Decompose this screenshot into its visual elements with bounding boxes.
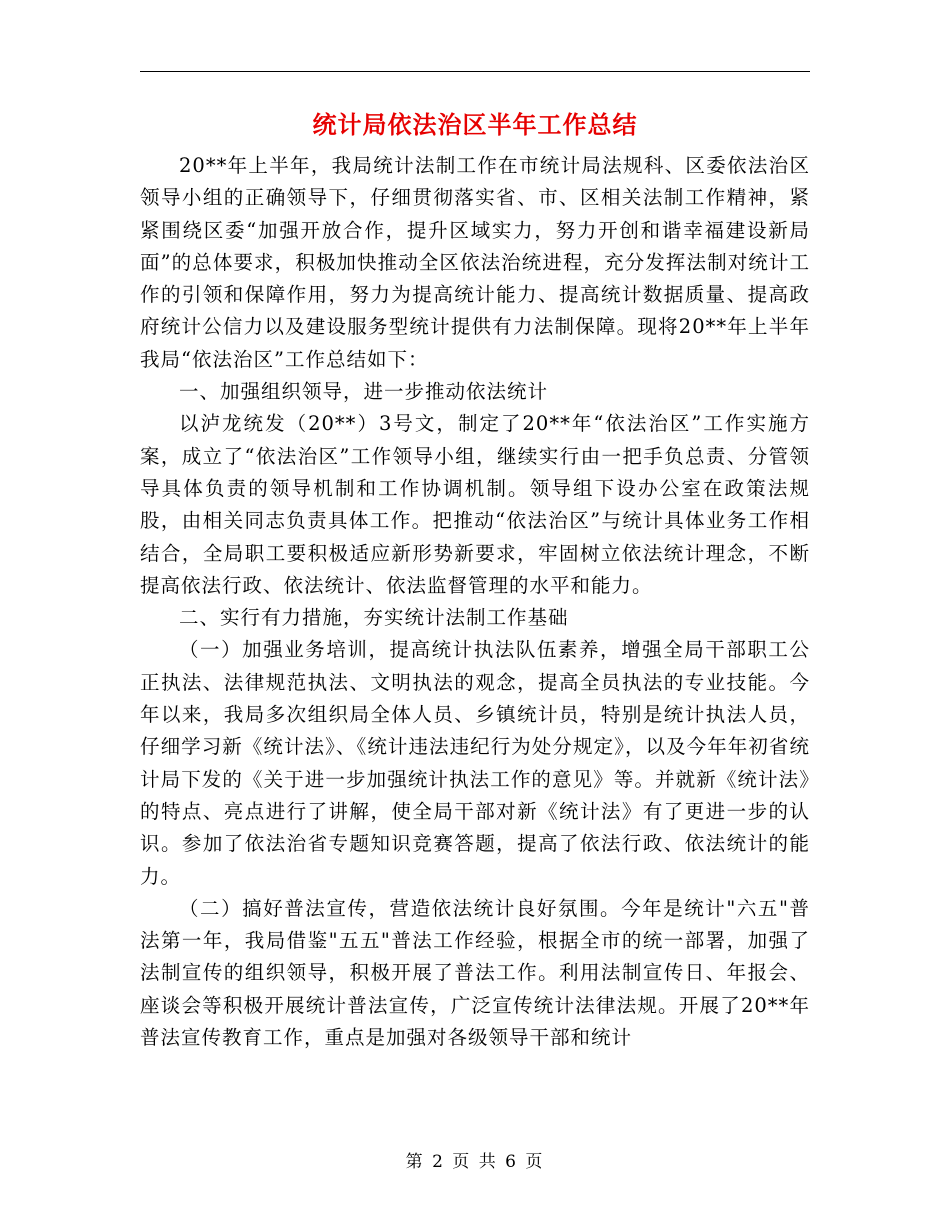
- section-heading-1: 一、加强组织领导，进一步推动依法统计: [179, 380, 549, 404]
- paragraph-intro: 20**年上半年，我局统计法制工作在市统计局法规科、区委依法治区领导小组的正确领导下，仔细贯彻落实省、市、区相关法制工作精神，紧紧围绕区委“加强开放合作，提升区域实力，努力开创和谐幸福建设新局面”的总体要求，积极加快推动全区依法治统进程，充分发挥法制对统计工作的引领和保障作用，努力为提高统计能力、提高统计数据质量、提高政府统计公信力以及建设服务型统计提供有力法制保障。现将20**年上半年我局“依法治区”工作总结如下：: [140, 154, 810, 371]
- document-title: 统计局依法治区半年工作总结: [312, 111, 638, 139]
- paragraph-subsection-2: （二）搞好普法宣传，营造依法统计良好氛围。今年是统计"六五"普法第一年，我局借鉴"五五"普法工作经验，根据全市的统一部署，加强了法制宣传的组织领导，积极开展了普法工作。利用法制宣传日、年报会、座谈会等积极开展统计普法宣传，广泛宣传统计法律法规。开展了20**年普法宣传教育工作，重点是加强对各级领导干部和统计: [140, 896, 810, 1050]
- paragraph-section-1: 以泸龙统发（20**）3号文，制定了20**年“依法治区”工作实施方案，成立了“依法治区”工作领导小组，继续实行由一把手负总责、分管领导具体负责的领导机制和工作协调机制。领导组下设办公室在政策法规股，由相关同志负责具体工作。把推动“依法治区”与统计具体业务工作相结合，全局职工要积极适应新形势新要求，牢固树立依法统计理念，不断提高依法行政、依法统计、依法监督管理的水平和能力。: [140, 412, 810, 597]
- section-heading-2: 二、实行有力措施，夯实统计法制工作基础: [179, 606, 569, 630]
- paragraph-subsection-1: （一）加强业务培训，提高统计执法队伍素养，增强全局干部职工公正执法、法律规范执法、文明执法的观念，提高全员执法的专业技能。今年以来，我局多次组织局全体人员、乡镇统计员，特别是统计执法人员，仔细学习新《统计法》、《统计违法违纪行为处分规定》，以及今年年初省统计局下发的《关于进一步加强统计执法工作的意见》等。并就新《统计法》的特点、亮点进行了讲解，使全局干部对新《统计法》有了更进一步的认识。参加了依法治省专题知识竞赛答题，提高了依法行政、依法统计的能力。: [140, 638, 810, 888]
- document-body: [140, 150, 810, 1054]
- page-number: 第 2 页 共 6 页: [405, 1152, 545, 1172]
- header-rule: [140, 71, 810, 72]
